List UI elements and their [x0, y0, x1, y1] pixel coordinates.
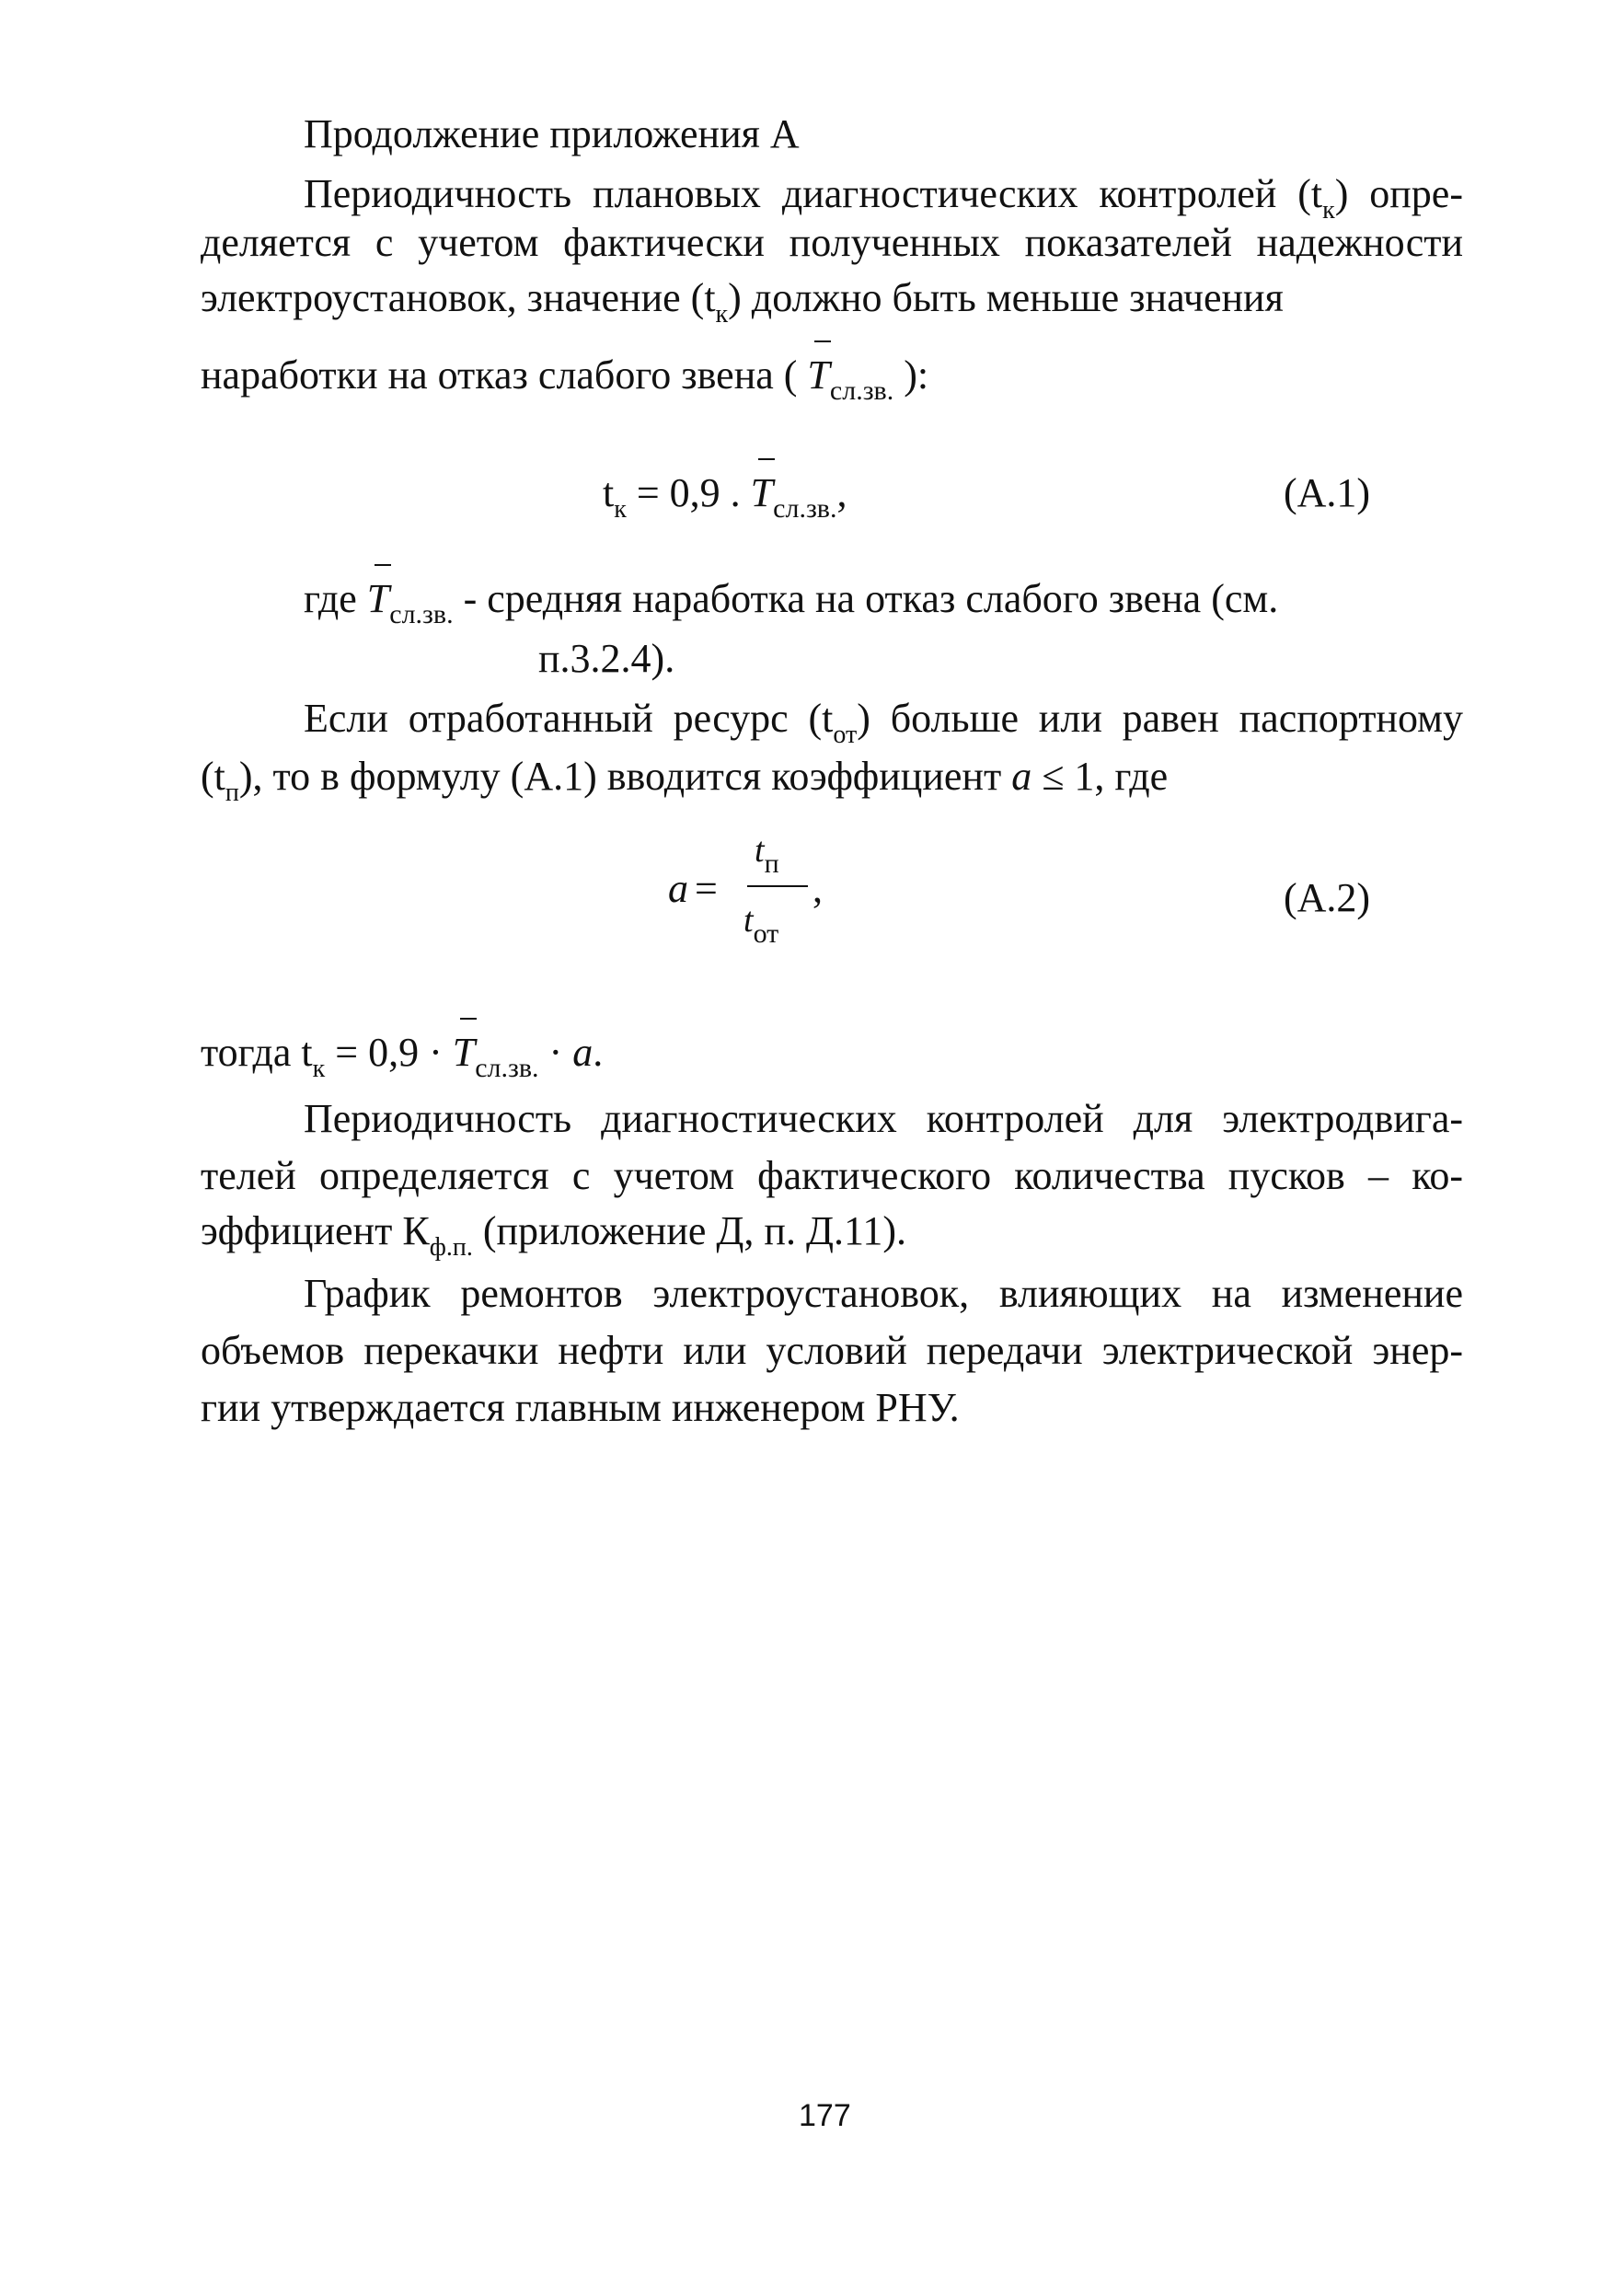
- fraction-bar: [747, 885, 808, 887]
- p4-line2: объемов перекачки нефти или условий передачи электрической энер-: [201, 1328, 1463, 1373]
- p2-line1: [304, 695, 1463, 748]
- subscript: сл.зв.: [475, 1053, 539, 1083]
- p1-line3: [201, 274, 1284, 328]
- denominator: [743, 900, 779, 949]
- text: ,: [836, 470, 847, 515]
- text: где: [304, 576, 357, 621]
- text: =: [695, 866, 718, 911]
- text: .: [593, 1030, 604, 1075]
- subscript: от: [753, 918, 779, 949]
- subscript: ф.п.: [429, 1233, 473, 1262]
- text: = 0,9 .: [626, 470, 751, 515]
- p1-line1: [304, 170, 1463, 224]
- variable: a: [1011, 754, 1032, 799]
- subscript: от: [833, 721, 858, 749]
- text: ≤ 1, где: [1032, 754, 1169, 799]
- variable: a: [668, 866, 688, 911]
- t-bar-symbol: T: [807, 352, 830, 398]
- p4-line1: График ремонтов электроустановок, влияющих на изменение: [304, 1271, 1463, 1316]
- text: t: [743, 901, 754, 940]
- text: Если отработанный ресурс (t: [304, 696, 834, 741]
- text: t: [603, 470, 615, 515]
- t-bar-symbol: T: [750, 470, 774, 515]
- then-line: [201, 1029, 603, 1082]
- equation-a1-label: (А.1): [1284, 470, 1371, 515]
- where-cont: п.3.2.4).: [538, 636, 675, 681]
- equation-a1: [603, 469, 847, 523]
- subscript: сл.зв.: [773, 493, 837, 524]
- text: (t: [201, 754, 225, 799]
- p1-line4: [201, 352, 928, 404]
- text: ,: [813, 866, 823, 911]
- variable: a: [572, 1030, 594, 1075]
- text: ) больше или равен паспортному: [857, 696, 1463, 741]
- appendix-heading: Продолжение приложения А: [304, 111, 800, 156]
- text: эффициент К: [201, 1208, 430, 1253]
- text: ):: [904, 352, 929, 398]
- text: = 0,9 ·: [325, 1030, 453, 1075]
- t-bar-symbol: T: [366, 576, 390, 621]
- text: ) должно быть меньше значения: [728, 275, 1284, 320]
- text: - средняя наработка на отказ слабого звена (см.: [453, 576, 1279, 621]
- subscript: к: [715, 300, 729, 329]
- text: ·: [538, 1030, 573, 1075]
- text: ), то в формулу (А.1) вводится коэффициент: [238, 754, 1012, 799]
- p3-line2: телей определяется с учетом фактического количества пусков – ко-: [201, 1153, 1463, 1198]
- subscript: к: [312, 1055, 326, 1083]
- text: электроустановок, значение (t: [201, 275, 716, 320]
- subscript: к: [1322, 196, 1335, 225]
- text: ) опре-: [1334, 171, 1463, 216]
- p4-line3: гии утверждается главным инженером РНУ.: [201, 1385, 960, 1430]
- p1-line2: деляется с учетом фактически полученных показателей надежности: [201, 220, 1463, 265]
- text: t: [755, 831, 765, 870]
- page-number: 177: [799, 2098, 851, 2133]
- text: Периодичность плановых диагностических контролей (t: [304, 171, 1323, 216]
- t-bar-symbol: T: [452, 1030, 476, 1075]
- p2-line2: [201, 753, 1168, 806]
- text: (приложение Д, п. Д.11).: [472, 1208, 907, 1253]
- text: наработки на отказ слабого звена (: [201, 352, 798, 398]
- p3-line1: Периодичность диагностических контролей для электродвига-: [304, 1096, 1463, 1141]
- where-line: [304, 575, 1278, 628]
- subscript: сл.зв.: [389, 599, 454, 629]
- text: тогда t: [201, 1030, 313, 1075]
- equation-a2-label: (А.2): [1284, 875, 1371, 920]
- subscript: сл.зв.: [829, 375, 894, 406]
- p3-line3: [201, 1207, 906, 1261]
- subscript: к: [614, 495, 627, 524]
- subscript: п: [764, 848, 779, 879]
- subscript: п: [225, 779, 239, 807]
- numerator: [755, 830, 779, 879]
